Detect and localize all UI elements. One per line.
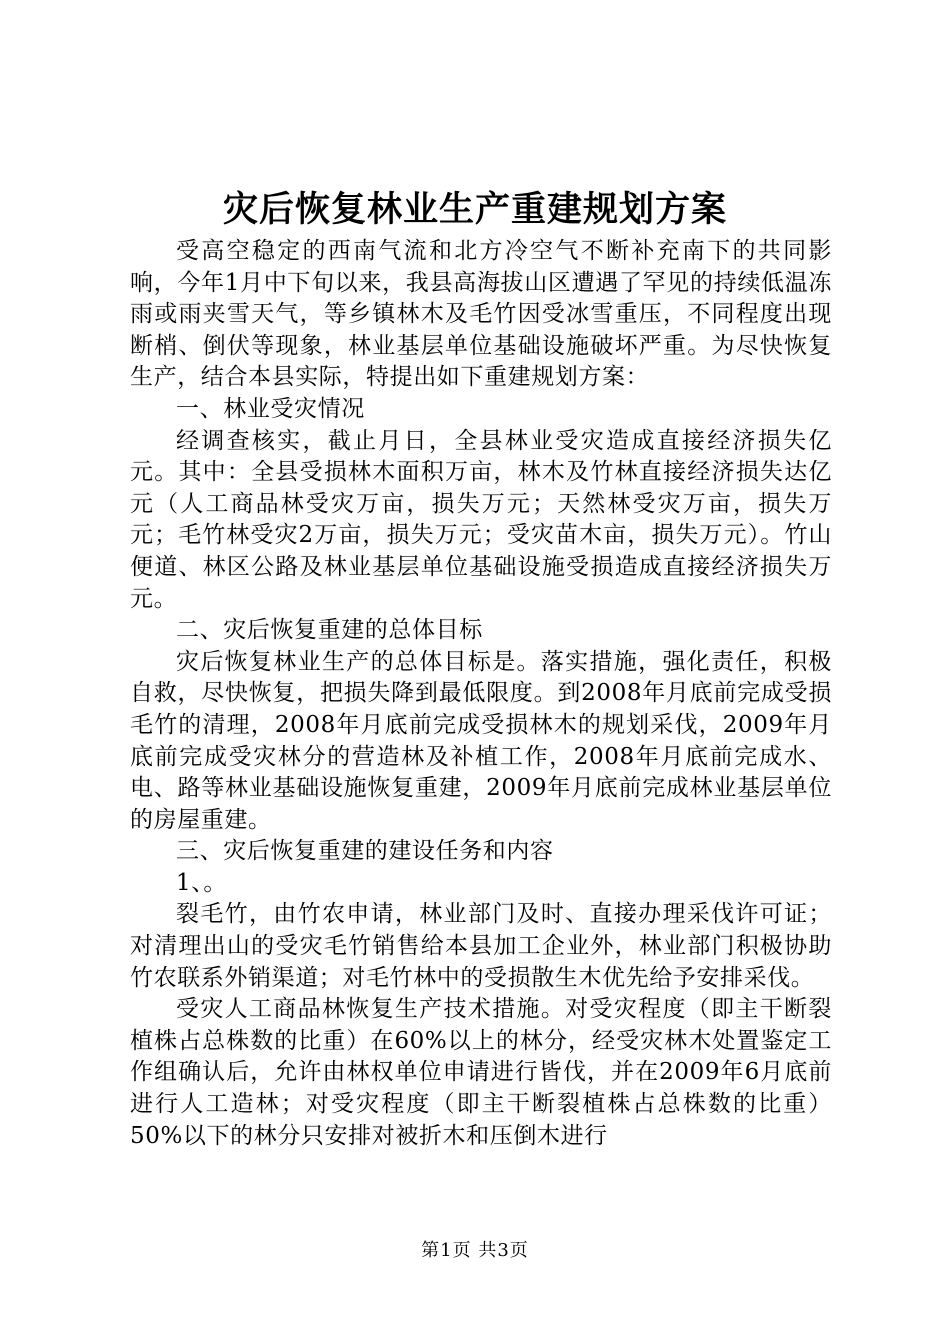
document-body bbox=[130, 236, 832, 1152]
document-title: 灾后恢复林业生产重建规划方案 bbox=[222, 189, 727, 230]
paragraph-goals: 灾后恢复林业生产的总体目标是。落实措施，强化责任，积极自救，尽快恢复，把损失降到最低限度。到2008年月底前完成受损毛竹的清理，2008年月底前完成受损林木的规划采伐，2009年月底前完成受灾林分的营造林及补植工作，2008年月底前完成水、电、路等林业基础设施恢复重建，2009年月底前完成林业基层单位的房屋重建。 bbox=[130, 648, 832, 833]
paragraph-bamboo: 裂毛竹，由竹农申请，林业部门及时、直接办理采伐许可证；对清理出山的受灾毛竹销售给本县加工企业外，林业部门积极协助竹农联系外销渠道；对毛竹林中的受损散生木优先给予安排采伐。 bbox=[130, 901, 832, 991]
page-footer: 第1页 共3页 bbox=[421, 1240, 529, 1261]
section-heading-1: 一、林业受灾情况 bbox=[176, 395, 365, 422]
paragraph-forest-measures: 受灾人工商品林恢复生产技术措施。对受灾程度（即主干断裂植株占总株数的比重）在60%以上的林分，经受灾林木处置鉴定工作组确认后，允许由林权单位申请进行皆伐，并在2009年6月底前进行人工造林；对受灾程度（即主干断裂植株占总株数的比重）50%以下的林分只安排对被折木和压倒木进行 bbox=[130, 996, 832, 1149]
paragraph-damage: 经调查核实，截止月日，全县林业受灾造成直接经济损失亿元。其中：全县受损林木面积万亩，林木及竹林直接经济损失达亿元（人工商品林受灾万亩，损失万元；天然林受灾万亩，损失万元；毛竹林受灾2万亩，损失万元；受灾苗木亩，损失万元）。竹山便道、林区公路及林业基层单位基础设施受损造成直接经济损失万元。 bbox=[130, 427, 832, 612]
section-heading-3: 三、灾后恢复重建的建设任务和内容 bbox=[176, 838, 554, 865]
list-item-1: 1、。 bbox=[176, 869, 227, 896]
section-heading-2: 二、灾后恢复重建的总体目标 bbox=[176, 617, 483, 644]
paragraph-intro: 受高空稳定的西南气流和北方冷空气不断补充南下的共同影响，今年1月中下旬以来，我县高海拔山区遭遇了罕见的持续低温冻雨或雨夹雪天气，等乡镇林木及毛竹因受冰雪重压，不同程度出现断梢、倒伏等现象，林业基层单位基础设施破坏严重。为尽快恢复生产，结合本县实际，特提出如下重建规划方案： bbox=[130, 238, 832, 391]
